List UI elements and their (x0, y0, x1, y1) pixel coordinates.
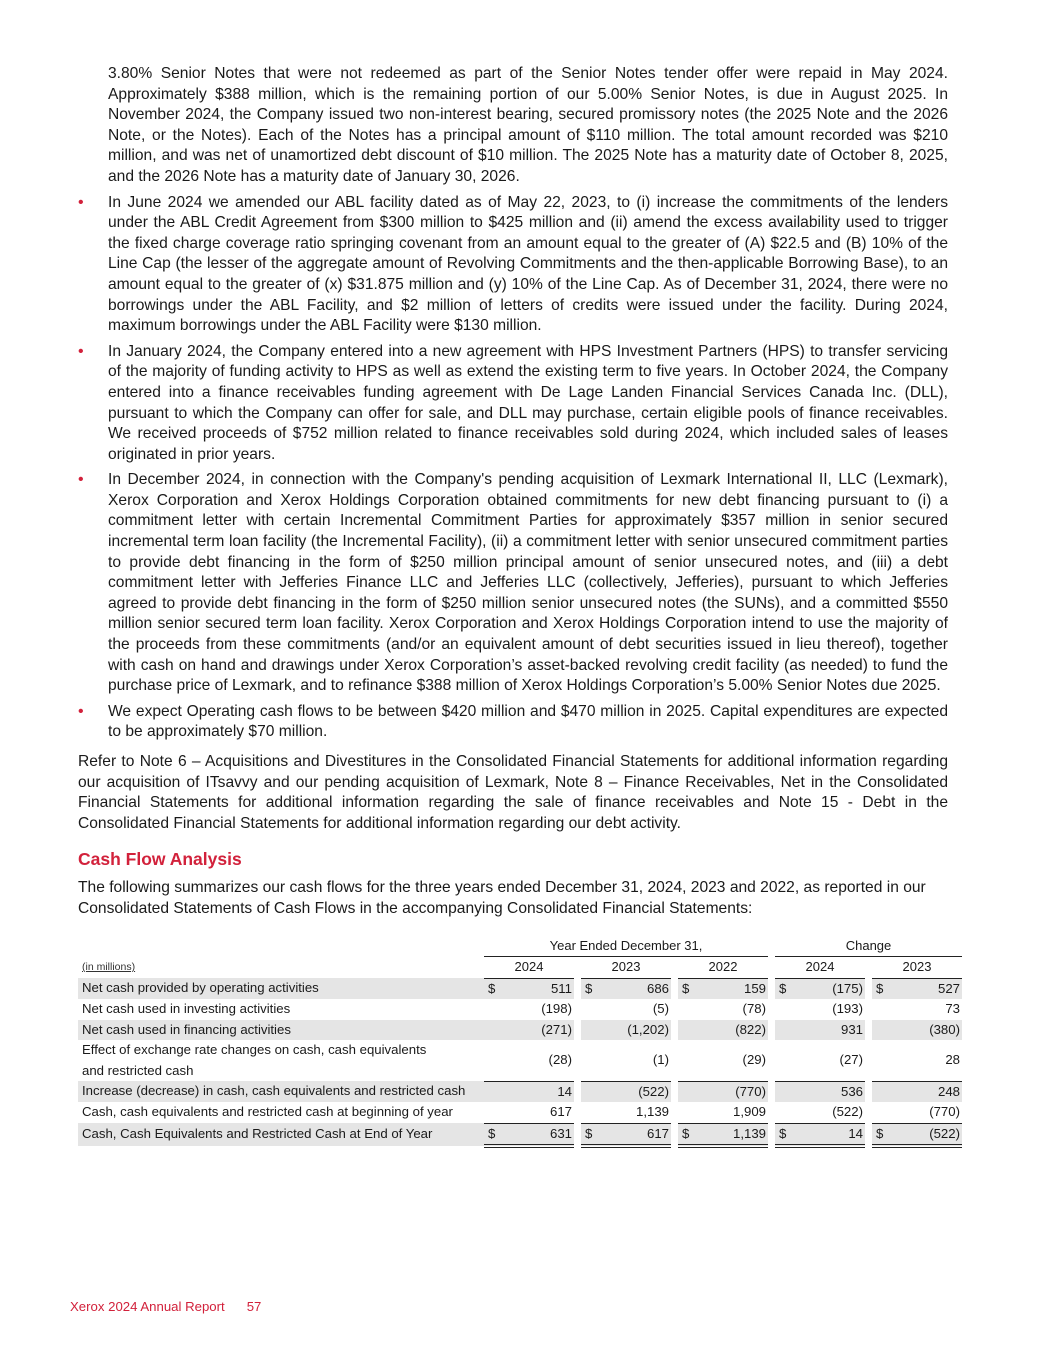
cell-value: 1,909 (732, 1104, 766, 1120)
cell-value: (770) (929, 1104, 960, 1120)
cell-value: 14 (506, 1081, 574, 1102)
cell-value: 617 (603, 1123, 671, 1146)
intro-paragraph: 3.80% Senior Notes that were not redeemed as part of the Senior Notes tender offer were repaid in May 2024. Approximately $388 million, which is the remaining portion of our 5.00% Senior Notes, is due in August 2025. In November 2024, the Company issued two non-interest bearing, secured promissory notes (the 2025 Note and the 2026 Note, or the Notes). Each of the Notes has a principal amount of $110 million. The total amount recorded was $210 million, and was net of unamortized debt discount of $10 million. The 2025 Note has a maturity date of October 8, 2025, and the 2026 Note has a maturity date of January 30, 2026. (108, 65, 948, 185)
cell-value: 536 (797, 1081, 865, 1102)
table-row (78, 1081, 962, 1102)
cell-value: (198) (541, 1001, 572, 1017)
cell-value: (28) (548, 1052, 572, 1068)
table-row (78, 1040, 962, 1081)
cell-value: 73 (945, 1001, 960, 1017)
bullet-item: • We expect Operating cash flows to be between $420 million and $470 million in 2025. Capital expenditures are expected to be approximately $70 million. (78, 702, 948, 741)
cell-value: (175) (797, 978, 865, 999)
cell-value: (27) (839, 1052, 863, 1068)
cell-value: 14 (797, 1123, 865, 1146)
cell-value: (29) (742, 1052, 766, 1068)
section-intro: The following summarizes our cash flows for the three years ended December 31, 2024, 2023 and 2022, as reported in our Consolidated Statements of Cash Flows in the accompanying Consolidated Financial Statements: (78, 879, 926, 917)
table-row (78, 999, 962, 1020)
cell-value: 617 (549, 1104, 572, 1120)
cell-value: 631 (506, 1123, 574, 1146)
col-header: 2024 (775, 957, 865, 979)
bullet-icon: • (78, 193, 84, 211)
page-number: 57 (246, 1299, 262, 1314)
table-row: Net cash provided by operating activities $ 511 $ 686 $ 159 $ (175) $ 527 (78, 978, 962, 999)
table-row (78, 1020, 962, 1041)
bullet-list (78, 193, 948, 743)
bullet-icon: • (78, 342, 84, 360)
row-label: Cash, Cash Equivalents and Restricted Cash at End of Year (78, 1123, 484, 1146)
cell-value: (770) (700, 1081, 768, 1102)
cell-value: 1,139 (635, 1104, 669, 1120)
row-label: Effect of exchange rate changes on cash, cash equivalents and restricted cash (82, 1042, 427, 1078)
cell-value: (193) (832, 1001, 863, 1017)
col-header: 2023 (581, 957, 671, 979)
cell-value: (822) (700, 1020, 768, 1041)
header-year-ended: Year Ended December 31, (484, 936, 768, 957)
cell-value: 931 (797, 1020, 865, 1041)
table-row-total: Cash, Cash Equivalents and Restricted Cash at End of Year $ 631 $ 617 $ 1,139 $ 14 $ (522) (78, 1123, 962, 1146)
cell-value: (380) (894, 1020, 962, 1041)
section-title: Cash Flow Analysis (78, 849, 242, 870)
col-header: 2022 (678, 957, 768, 979)
cell-value: 248 (894, 1081, 962, 1102)
row-label: Net cash provided by operating activities (78, 978, 484, 999)
table-group-header (78, 936, 962, 957)
cell-value: 686 (603, 978, 671, 999)
cash-flow-table (78, 936, 962, 1149)
col-header: 2024 (484, 957, 574, 979)
cell-value: 1,139 (700, 1123, 768, 1146)
cell-value: 511 (506, 978, 574, 999)
col-header: 2023 (872, 957, 962, 979)
cell-value: (1,202) (603, 1020, 671, 1041)
header-change: Change (775, 936, 962, 957)
cell-value: (522) (603, 1081, 671, 1102)
row-label: Increase (decrease) in cash, cash equivalents and restricted cash (78, 1081, 484, 1102)
table-row (78, 1102, 962, 1123)
bullet-item: • In June 2024 we amended our ABL facility dated as of May 22, 2023, to (i) increase the commitments of the lenders under the ABL Credit Agreement from $300 million to $425 million and (ii) amend the excess availability used to trigger the fixed charge coverage ratio springing covenant from an amount equal to the greater of (A) $22.5 and (B) 10% of the Line Cap (the lesser of the aggregate amount of Revolving Commitments and the then-applicable Borrowing Base), to an amount equal to the greater of (x) $31.875 million and (y) 10% of the Line Cap. As of December 31, 2024, there were no borrowings under the ABL Facility, and $2 million of letters of credits were issued under the facility. During 2024, maximum borrowings under the ABL Facility were $130 million. (78, 193, 948, 335)
row-label: Cash, cash equivalents and restricted cash at beginning of year (82, 1104, 453, 1120)
row-label: Net cash used in investing activities (82, 1001, 291, 1017)
units-label: (in millions) (82, 961, 136, 974)
bullet-item: • In January 2024, the Company entered into a new agreement with HPS Investment Partners (HPS) to transfer servicing of the majority of funding activity to HPS as well as extend the existing term to five years. In October 2024, the Company entered into a finance receivables funding agreement with De Lage Landen Financial Services Canada Inc. (DLL), pursuant to which the Company can offer for sale, and DLL may purchase, certain eligible pools of finance receivables. We received proceeds of $752 million related to finance receivables sold during 2024, which included sales of leases originated in prior years. (78, 342, 948, 463)
cell-value: (271) (506, 1020, 574, 1041)
refer-paragraph: Refer to Note 6 – Acquisitions and Divestitures in the Consolidated Financial Statements for additional information regarding our acquisition of ITsavvy and our pending acquisition of Lexmark, Note 8 – Finance Receivables, Net in the Consolidated Financial Statements for additional information regarding the sale of finance receivables and Note 15 - Debt in the Consolidated Financial Statements for additional information regarding our debt activity. (78, 753, 948, 832)
cell-value: (78) (742, 1001, 766, 1017)
cell-value: (522) (894, 1123, 962, 1146)
bullet-icon: • (78, 702, 84, 720)
bullet-item: • In December 2024, in connection with the Company's pending acquisition of Lexmark International II, LLC (Lexmark), Xerox Corporation and Xerox Holdings Corporation obtained commitments for new debt financing pursuant to (i) a commitment letter with certain Incremental Commitment Parties for approximately $357 million in senior secured incremental term loan facility (the Incremental Facility), (ii) a commitment letter with senior unsecured commitment parties to provide debt financing in the form of $250 million principal amount of senior unsecured notes, and (iii) a debt commitment letter with Jefferies Finance LLC and Jefferies LLC (collectively, Jefferies), pursuant to which Jefferies agreed to provide debt financing in the form of $250 million senior unsecured notes (the SUNs), and a committed $550 million senior secured term loan facility. Xerox Corporation and Xerox Holdings Corporation intend to use the majority of the proceeds from these commitments (and/or an equivalent amount of debt securities issued in lieu thereof), together with cash on hand and drawings under Xerox Corporation’s asset-backed revolving credit facility (as needed) to fund the purchase price of Lexmark, and to refinance $388 million of Xerox Holdings Corporation’s 5.00% Senior Notes due 2025. (78, 471, 948, 695)
document-page (78, 64, 960, 1148)
cell-value: 527 (894, 978, 962, 999)
bullet-icon: • (78, 471, 84, 489)
footer-report-title: Xerox 2024 Annual Report (70, 1299, 225, 1314)
table-column-header (78, 957, 962, 979)
page-footer (70, 1299, 283, 1314)
cell-value: 159 (700, 978, 768, 999)
cell-value: (522) (832, 1104, 863, 1120)
row-label: Net cash used in financing activities (78, 1020, 484, 1041)
cell-value: (1) (652, 1052, 669, 1068)
cell-value: 28 (945, 1052, 960, 1068)
cell-value: (5) (652, 1001, 669, 1017)
